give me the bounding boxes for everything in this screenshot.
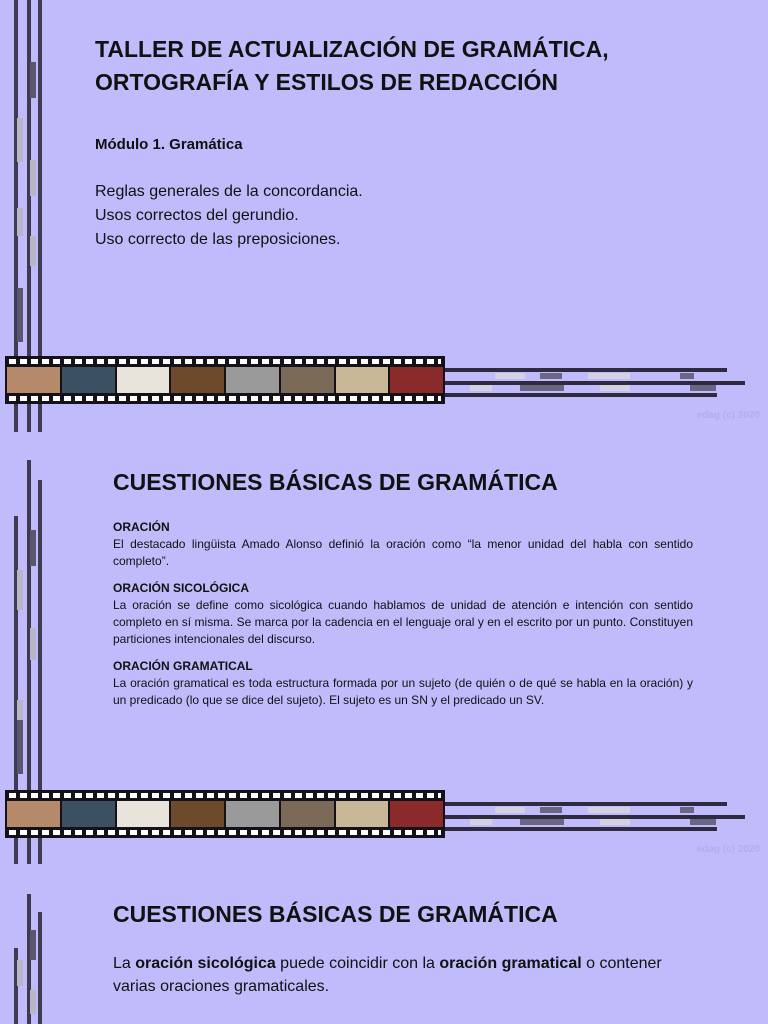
page-title: TALLER DE ACTUALIZACIÓN DE GRAMÁTICA, ORTOGRAFÍA Y ESTILOS DE REDACCIÓN xyxy=(95,36,609,95)
definition-body: El destacado lingüista Amado Alonso definió la oración como “la menor unidad del habla con sentido completo”. xyxy=(113,537,693,568)
definition-heading: ORACIÓN SICOLÓGICA xyxy=(113,581,250,595)
definitions xyxy=(113,519,693,719)
film-frame xyxy=(336,801,389,827)
definition-block xyxy=(113,580,693,648)
slide-1 xyxy=(0,0,768,432)
definition-block xyxy=(113,658,693,709)
film-frame xyxy=(7,801,60,827)
section-title: CUESTIONES BÁSICAS DE GRAMÁTICA xyxy=(113,901,558,927)
film-frame xyxy=(7,367,60,393)
film-frame xyxy=(171,367,224,393)
film-frame xyxy=(390,367,443,393)
definition-body: La oración gramatical es toda estructura formada por un sujeto (de quién o de qué se habla en la oración) y un predicado (lo que se dice del sujeto). El sujeto es un SN y el predicado un SV. xyxy=(113,676,693,707)
film-frame xyxy=(62,801,115,827)
body-paragraph: La oración sicológica puede coincidir con la oración gramatical o contener varias oraciones gramaticales. xyxy=(113,955,662,995)
definition-body: La oración se define como sicológica cuando hablamos de unidad de atención e intención con sentido completo en sí misma. Se marca por la cadencia en el lenguaje oral y en el escrito por un punto. Constituyen particiones intencionales del discurso. xyxy=(113,598,693,646)
definition-heading: ORACIÓN GRAMATICAL xyxy=(113,659,253,673)
watermark: edag (c) 2020 xyxy=(696,844,760,855)
definition-heading: ORACIÓN xyxy=(113,520,170,534)
list-item: Reglas generales de la concordancia. xyxy=(95,183,363,200)
film-frame xyxy=(226,801,279,827)
film-frame xyxy=(390,801,443,827)
film-frame xyxy=(171,801,224,827)
film-frame xyxy=(117,367,170,393)
film-frames xyxy=(7,801,443,827)
film-frame xyxy=(226,367,279,393)
list-item: Usos correctos del gerundio. xyxy=(95,207,299,224)
section-title: CUESTIONES BÁSICAS DE GRAMÁTICA xyxy=(113,469,558,495)
film-frame xyxy=(62,367,115,393)
film-frame xyxy=(336,367,389,393)
module-heading: Módulo 1. Gramática xyxy=(95,136,243,153)
film-frames xyxy=(7,367,443,393)
topic-list xyxy=(95,180,363,252)
film-strip-icon xyxy=(5,356,445,404)
list-item: Uso correcto de las preposiciones. xyxy=(95,231,341,248)
film-frame xyxy=(117,801,170,827)
watermark: edag (c) 2020 xyxy=(696,410,760,421)
film-strip-icon xyxy=(5,790,445,838)
film-frame xyxy=(281,801,334,827)
film-frame xyxy=(281,367,334,393)
definition-block xyxy=(113,519,693,570)
